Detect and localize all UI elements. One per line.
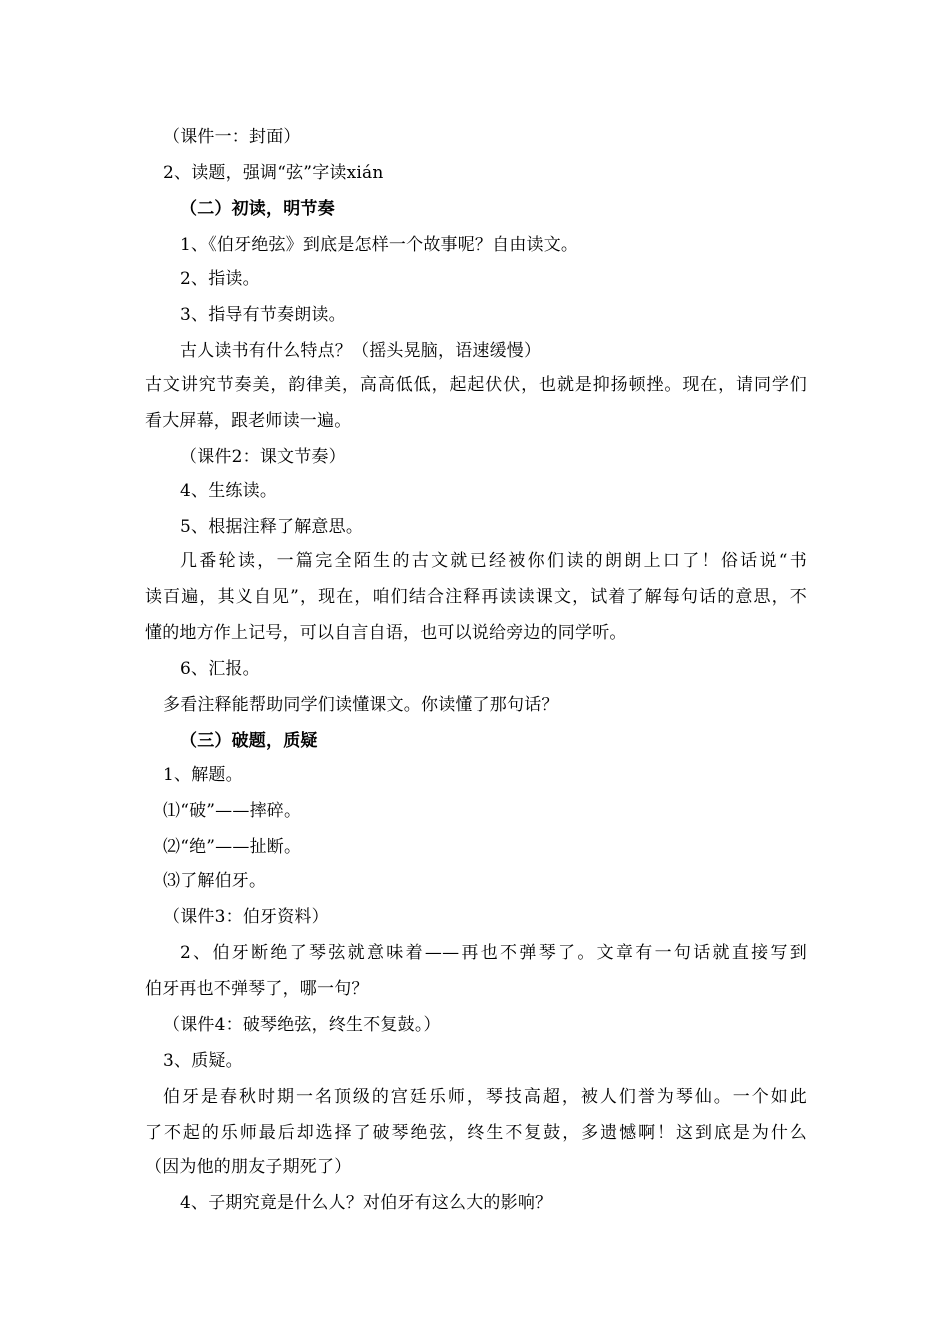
explain-jue: ⑵“绝”——扯断。 (163, 837, 302, 857)
paragraph-boya-line3: （因为他的朋友子期死了） (145, 1157, 352, 1177)
paragraph-classical-rhythm-line2: 看大屏幕，跟老师读一遍。 (145, 411, 352, 431)
paragraph-boya-line1: 伯牙是春秋时期一名顶级的宫廷乐师，琴技高超，被人们誉为琴仙。一个如此 (163, 1087, 807, 1107)
step-report: 6、汇报。 (180, 659, 260, 679)
explain-po: ⑴“破”——摔碎。 (163, 801, 302, 821)
step-question: 3、质疑。 (163, 1051, 243, 1071)
step-free-reading: 1、《伯牙绝弦》到底是怎样一个故事呢？自由读文。 (180, 235, 579, 255)
paragraph-boya-line2: 了不起的乐师最后却选择了破琴绝弦，终生不复鼓，多遗憾啊！这到底是为什么 (145, 1123, 807, 1143)
paragraph-annotation-line3: 懂的地方作上记号，可以自言自语，也可以说给旁边的同学听。 (145, 623, 627, 643)
section-heading-initial-reading: （二）初读，明节奏 (180, 199, 335, 219)
courseware-rhythm-note: （课件2：课文节奏） (180, 447, 346, 467)
section-heading-title-question: （三）破题，质疑 (180, 731, 318, 751)
step-rhythm-reading: 3、指导有节奏朗读。 (180, 305, 346, 325)
courseware-cover-note: （课件一：封面） (163, 127, 301, 147)
step-read-title: 2、读题，强调“弦”字读xián (163, 163, 384, 183)
courseware-boya-note: （课件3：伯牙资料） (163, 907, 329, 927)
step-explain-title: 1、解题。 (163, 765, 243, 785)
step-guided-reading: 2、指读。 (180, 269, 260, 289)
paragraph-ancient-reading-question: 古人读书有什么特点？（摇头晃脑，语速缓慢） (180, 341, 542, 361)
explain-boya: ⑶了解伯牙。 (163, 871, 267, 891)
courseware-quote-note: （课件4：破琴绝弦，终生不复鼓。） (163, 1015, 441, 1035)
step-annotation-meaning: 5、根据注释了解意思。 (180, 517, 364, 537)
paragraph-broken-strings-line1: 2、伯牙断绝了琴弦就意味着——再也不弹琴了。文章有一句话就直接写到 (180, 943, 807, 963)
paragraph-report-question: 多看注释能帮助同学们读懂课文。你读懂了那句话？ (163, 695, 559, 715)
paragraph-broken-strings-line2: 伯牙再也不弹琴了，哪一句？ (145, 979, 369, 999)
paragraph-annotation-line2: 读百遍，其义自见”，现在，咱们结合注释再读读课文，试着了解每句话的意思，不 (145, 587, 807, 607)
paragraph-classical-rhythm-line1: 古文讲究节奏美，韵律美，高高低低，起起伏伏，也就是抑扬顿挫。现在，请同学们 (145, 375, 807, 395)
step-practice-reading: 4、生练读。 (180, 481, 278, 501)
paragraph-annotation-line1: 几番轮读，一篇完全陌生的古文就已经被你们读的朗朗上口了！俗话说“书 (180, 551, 807, 571)
step-ziqi-question: 4、子期究竟是什么人？对伯牙有这么大的影响？ (180, 1193, 553, 1213)
